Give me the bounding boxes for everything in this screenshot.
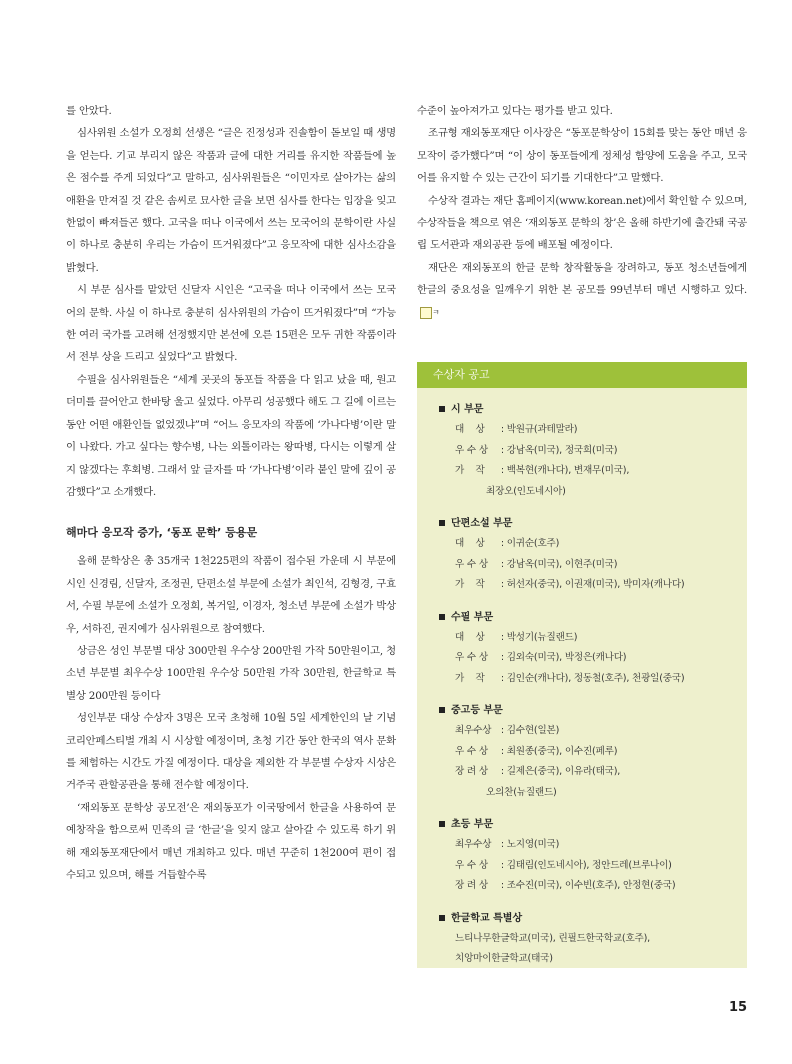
- award-separator: :: [498, 631, 507, 643]
- award-row: [439, 783, 747, 804]
- award-label: 우 수 상: [455, 745, 488, 757]
- square-bullet-icon: [439, 520, 445, 526]
- square-bullet-icon: [439, 614, 445, 620]
- award-separator: :: [498, 672, 507, 684]
- left-paragraph-3: 시 부문 심사를 맡았던 신달자 시인은 “고국을 떠나 이국에서 쓰는 모국어의 문학. 사실 이 하나로 충분히 심사위원의 가슴이 뜨거워졌다”며 “가능한 여러 국가를 고려해 선정했지만 본선에 오른 15편은 모두 귀한 작품이라서 전부 상을 드리고 싶었다”고 밝혔다.: [66, 284, 396, 364]
- award-section-title: 단편소설 부문: [451, 518, 513, 529]
- award-row: [439, 555, 747, 576]
- award-separator: :: [498, 766, 507, 777]
- award-label: 최우수상: [455, 839, 492, 850]
- award-winners: 강남옥(미국), 정국희(미국): [506, 444, 618, 456]
- left-paragraph-2: 심사위원 소설가 오정희 선생은 “글은 진정성과 진솔함이 돋보일 때 생명을 얻는다. 기교 부리지 않은 작품과 글에 대한 거리를 유지한 작품들에 높은 점수를 주게 되었다”고 말하고, 심사위원들은 “이민자로 살아가는 삶의 애환을 만져질 것 같은 솜씨로 묘사한 글을 보면 심사를 한다는 입장을 잊고 한없이 빠져들곤 했다. 고국을 떠나 이국에서 쓰는 모국어의 문학이란 사실 이 하나로 충분히 우리는 가슴이 뜨거워졌다”고 응모작에 대한 심사소감을 밝혔다.: [66, 127, 396, 274]
- left-paragraph-5: 올해 문학상은 총 35개국 1천225편의 작품이 접수된 가운데 시 부문에 시인 신경림, 신달자, 조정권, 단편소설 부문에 소설가 최인석, 김형경, 구효서, 수필 부문에 소설가 오정희, 복거일, 이경자, 청소년 부문에 소설가 박상우, 서하진, 권지예가 심사위원으로 참여했다.: [66, 555, 396, 635]
- award-row: [439, 420, 747, 441]
- award-section: [417, 607, 747, 690]
- section-heading: 해마다 응모작 증가, ‘동포 문학’ 등용문: [66, 526, 258, 540]
- award-winners: 치앙마이한글학교(태국): [455, 953, 553, 964]
- award-winners: 김인순(캐나다), 정동철(호주), 천광일(중국): [506, 672, 685, 684]
- award-row: [439, 762, 747, 783]
- award-section: [417, 700, 747, 803]
- award-winners: 노지영(미국): [506, 839, 560, 850]
- square-bullet-icon: [439, 821, 445, 827]
- award-row: [439, 575, 747, 596]
- left-paragraph-6: 상금은 성인 부문별 대상 300만원 우수상 200만원 가작 50만원이고, 청소년 부문별 최우수상 100만원 우수상 50만원 가작 30만원, 한글학교 특별상 200만원 등이다: [66, 644, 396, 702]
- award-separator: :: [498, 839, 507, 850]
- square-bullet-icon: [439, 707, 445, 713]
- award-separator: :: [498, 444, 507, 456]
- award-label: 대 상: [455, 538, 485, 549]
- award-section-title: 초등 부문: [451, 819, 494, 830]
- award-winners: 박성기(뉴질랜드): [506, 631, 578, 643]
- award-row: [439, 721, 747, 742]
- award-winners: 백복현(캐나다), 변재무(미국),: [506, 465, 630, 476]
- award-separator: :: [498, 424, 507, 435]
- award-winners: 최원종(중국), 이수진(페루): [506, 745, 618, 757]
- award-row: [439, 482, 747, 503]
- award-label: 최우수상: [455, 725, 492, 736]
- award-separator: :: [498, 745, 507, 757]
- award-winners: 박원규(과테말라): [506, 424, 578, 435]
- right-paragraph-4-text: 재단은 재외동포의 한글 문학 창작활동을 장려하고, 동포 청소년들에게 한글의 중요성을 일깨우기 위한 본 공모를 99년부터 매년 시행하고 있다.: [417, 261, 747, 297]
- award-section-title: 시 부문: [451, 404, 484, 415]
- award-row: [439, 742, 747, 763]
- award-section-title: 중고등 부문: [451, 705, 503, 716]
- award-label: 대 상: [455, 424, 485, 435]
- award-section-header: [439, 399, 747, 420]
- award-announcement-box: [417, 362, 747, 968]
- award-section-header: [439, 814, 747, 835]
- square-bullet-icon: [439, 915, 445, 921]
- award-separator: :: [498, 538, 507, 549]
- award-row: [439, 949, 747, 970]
- award-winners: 이귀순(호주): [506, 538, 560, 549]
- award-box-title: 수상자 공고: [417, 362, 747, 388]
- award-row: [439, 929, 747, 950]
- award-row: [439, 461, 747, 482]
- award-label: 우 수 상: [455, 652, 488, 663]
- award-winners: 최장오(인도네시아): [486, 485, 566, 497]
- end-mark-icon: ㅋ: [420, 307, 432, 319]
- right-paragraph-4: [417, 257, 747, 324]
- award-label: 장 려 상: [455, 766, 488, 777]
- award-separator: :: [498, 725, 507, 736]
- award-label: 우 수 상: [455, 558, 488, 570]
- award-winners: 조수진(미국), 이수빈(호주), 안정현(중국): [506, 880, 676, 891]
- award-label: 우 수 상: [455, 859, 488, 871]
- award-row: [439, 669, 747, 690]
- award-section-header: [439, 700, 747, 721]
- right-paragraph-2: 조규형 재외동포재단 이사장은 “동포문학상이 15회를 맞는 동안 매년 응모작이 증가했다”며 “이 상이 동포들에게 정체성 함양에 도움을 주고, 모국어를 유지할 수 있는 근간이 되기를 기대한다”고 말했다.: [417, 127, 747, 185]
- award-section-title: 수필 부문: [451, 611, 494, 623]
- right-paragraph-3: 수상작 결과는 재단 홈페이지(www.korean.net)에서 확인할 수 있으며, 수상작들을 책으로 엮은 ‘재외동포 문학의 창’은 올해 하반기에 출간돼 국공립 도서관과 재외공관 등에 배포될 예정이다.: [417, 194, 747, 252]
- right-column: [417, 100, 747, 324]
- left-paragraph-7: 성인부문 대상 수상자 3명은 모국 초청해 10월 5일 세계한인의 날 기념 코리안페스티벌 개최 시 시상할 예정이며, 초청 기간 동안 한국의 역사 문화를 체험하는 시간도 가질 예정이다. 대상을 제외한 각 부문별 수상자 시상은 거주국 관할공관을 통해 전수할 예정이다.: [66, 712, 396, 792]
- award-separator: :: [498, 880, 507, 891]
- award-row: [439, 835, 747, 856]
- award-winners: 허선자(중국), 이권재(미국), 박미자(캐나다): [506, 579, 685, 590]
- award-section: [417, 814, 747, 897]
- award-winners: 강남옥(미국), 이현주(미국): [506, 558, 618, 570]
- award-separator: :: [498, 558, 507, 570]
- award-winners: 길제은(중국), 이유라(태국),: [506, 766, 621, 777]
- award-row: [439, 534, 747, 555]
- award-winners: 김태림(인도네시아), 정안드레(브루나이): [506, 859, 672, 871]
- award-separator: :: [498, 579, 507, 590]
- award-separator: :: [498, 652, 507, 663]
- award-label: 가 작: [455, 465, 485, 476]
- award-label: 가 작: [455, 579, 485, 590]
- page-number: 15: [729, 1000, 748, 1015]
- award-section-header: [439, 908, 747, 929]
- award-row: [439, 648, 747, 669]
- left-paragraph-8: ‘재외동포 문학상 공모전’은 재외동포가 이국땅에서 한글을 사용하여 문예창작을 함으로써 민족의 글 ‘한글’을 잊지 않고 살아갈 수 있도록 하기 위해 재외동포재단에서 매년 개최하고 있다. 매년 꾸준히 1천200여 편이 접수되고 있으며, 해를 거듭할수록: [66, 801, 396, 881]
- square-bullet-icon: [439, 406, 445, 412]
- right-paragraph-1: 수준이 높아져가고 있다는 평가를 받고 있다.: [417, 105, 613, 117]
- award-separator: :: [498, 859, 507, 871]
- award-row: [439, 856, 747, 877]
- left-column: [66, 100, 396, 886]
- award-label: 가 작: [455, 672, 485, 684]
- award-winners: 김외숙(미국), 박정은(캐나다): [506, 652, 627, 663]
- award-winners: 김수현(일본): [506, 725, 560, 736]
- award-section-header: [439, 607, 747, 628]
- award-sections: [417, 399, 747, 970]
- award-label: 대 상: [455, 631, 485, 643]
- award-label: 우 수 상: [455, 444, 488, 456]
- award-section-header: [439, 513, 747, 534]
- award-winners: 오의찬(뉴질랜드): [486, 786, 557, 798]
- award-section: [417, 908, 747, 970]
- left-paragraph-4: 수필을 심사위원들은 “세계 곳곳의 동포들 작품을 다 읽고 났을 때, 원고 더미를 끌어안고 한바탕 울고 싶었다. 아무리 성공했다 해도 그 길에 이르는 동안 어떤 애환인들 없었겠냐”며 “어느 응모자의 작품에 ‘가나다병’이란 말이 나왔다. 가고 싶다는 향수병, 나는 외톨이라는 왕따병, 다시는 이렇게 살지 않겠다는 후회병. 그래서 앞 글자를 따 ‘가나다병’이라 붙인 말에 깊이 공감했다”고 소개했다.: [66, 373, 396, 498]
- left-paragraph-1: 를 안았다.: [66, 105, 112, 117]
- award-separator: :: [498, 465, 507, 476]
- award-row: [439, 628, 747, 649]
- award-winners: 느티나무한글학교(미국), 린필드한국학교(호주),: [455, 932, 651, 944]
- award-section: [417, 399, 747, 502]
- award-label: 장 려 상: [455, 880, 488, 891]
- award-section: [417, 513, 747, 596]
- award-row: [439, 441, 747, 462]
- award-row: [439, 876, 747, 897]
- award-section-title: 한글학교 특별상: [451, 912, 523, 924]
